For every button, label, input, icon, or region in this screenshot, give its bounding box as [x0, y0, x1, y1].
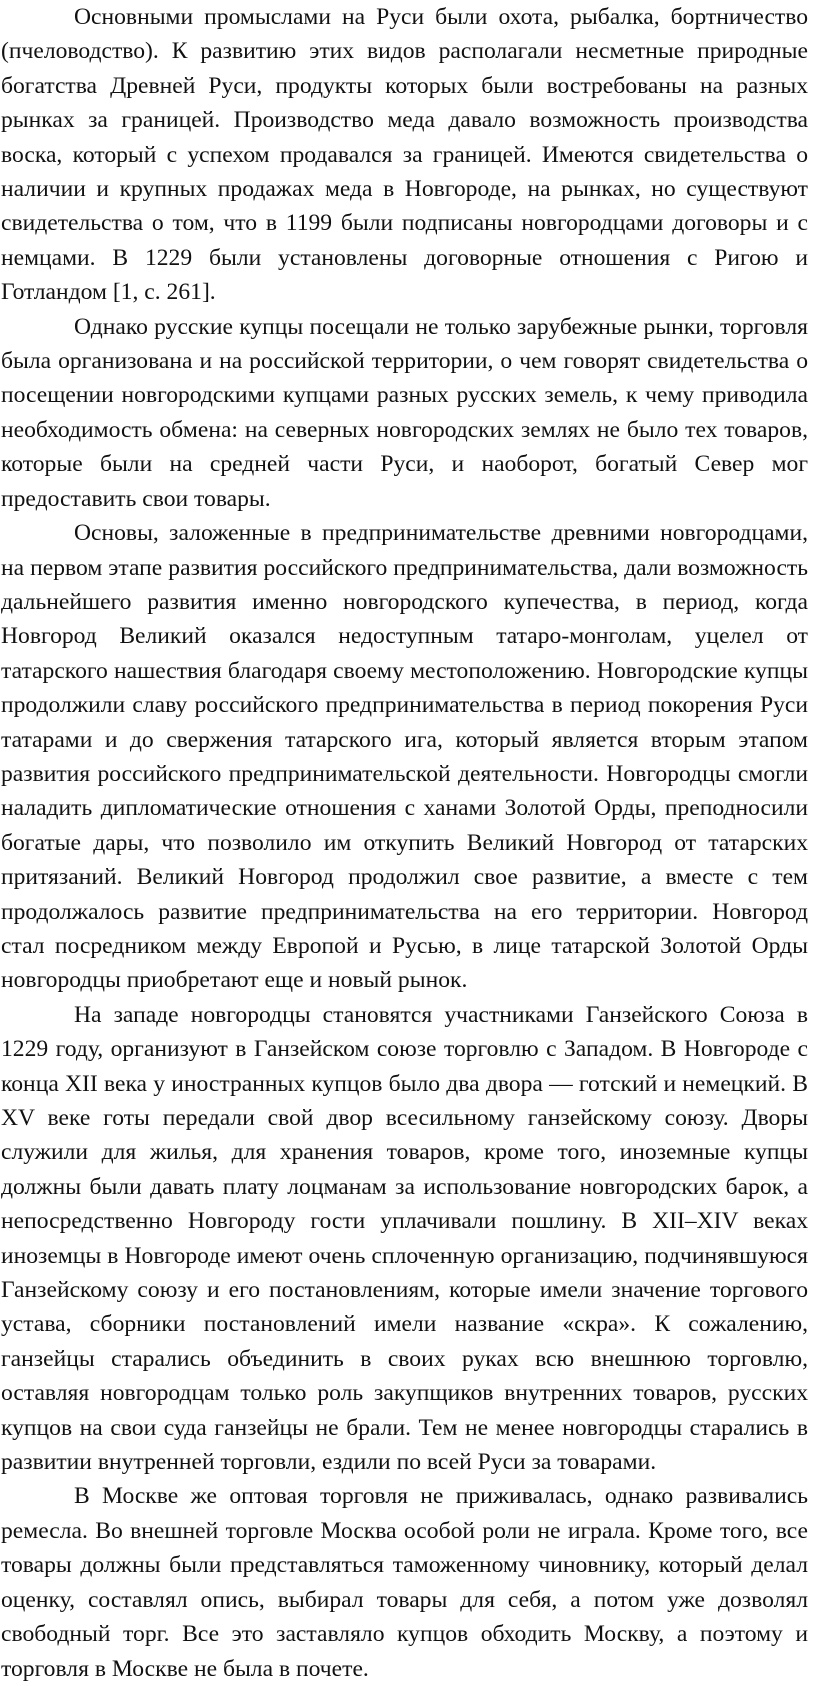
paragraph-crafts: Основными промыслами на Руси были охота, рыбалка, бортничество (пчеловодство). К развитию этих видов располагали несметные природные богатства Древней Руси, продукты которых были востребованы на разных рынках за границей. Производство меда давало возможность производства воска, который с успехом продавался за границей. Имеются свидетельства о наличии и крупных продажах меда в Новгороде, на рынках, но существуют свидетельства о том, что в 1199 были подписаны новгородцами договоры и с немцами. В 1229 были установлены договорные отношения с Ригою и Готландом [1, с. 261].: [1, 4, 808, 306]
paragraph-moscow-trade: В Москве же оптовая торговля не приживалась, однако развивались ремесла. Во внешней торговле Москва особой роли не играла. Кроме того, все товары должны были представляться таможенному чиновнику, который делал оценку, составлял опись, выбирал товары для себя, а потом уже дозволял свободный торг. Все это заставляло купцов обходить Москву, а поэтому и торговля в Москве не была в почете.: [1, 1483, 808, 1682]
paragraph-novgorod-merchants: Основы, заложенные в предпринимательстве древними новгородцами, на первом этапе развития российского предпринимательства, дали возможность дальнейшего развития именно новгородского купечества, в период, когда Новгород Великий оказался недоступным татаро-монголам, уцелел от татарского нашествия благодаря своему местоположению. Новгородские купцы продолжили славу российского предпринимательства в период покорения Руси татарами и до свержения татарского ига, который является вторым этапом развития российского предпринимательской деятельности. Новгородцы смогли наладить дипломатические отношения с ханами Золотой Орды, преподносили богатые дары, что позволило им откупить Великий Новгород от татарских притязаний. Великий Новгород продолжил свое развитие, а вместе с тем продолжалось развитие предпринимательства на его территории. Новгород стал посредником между Европой и Русью, в лице татарской Золотой Орды новгородцы приобретают еще и новый рынок.: [1, 520, 808, 994]
paragraph-hanseatic-league: На западе новгородцы становятся участниками Ганзейского Союза в 1229 году, организуют в Ганзейском союзе торговлю с Западом. В Новгороде с конца XII века у иностранных купцов было два двора — готский и немецкий. В XV веке готы передали свой двор всесильному ганзейскому союзу. Дворы служили для жилья, для хранения товаров, кроме того, иноземные купцы должны были давать плату лоцманам за использование новгородских барок, а непосредственно Новгороду гости уплачивали пошлину. В XII–XIV веках иноземцы в Новгороде имеют очень сплоченную организацию, подчинявшуюся Ганзейскому союзу и его постановлениям, которые имели значение торгового устава, сборники постановлений имели название «скра». К сожалению, ганзейцы старались объединить в своих руках всю внешнюю торговлю, оставляя новгородцам только роль закупщиков внутренних товаров, русских купцов на свои суда ганзейцы не брали. Тем не менее новгородцы старались в развитии внутренней торговли, ездили по всей Руси за товарами.: [1, 1001, 808, 1476]
paragraph-domestic-trade: Однако русские купцы посещали не только зарубежные рынки, торговля была организована и на российской территории, о чем говорят свидетельства о посещении новгородскими купцами разных русских земель, к чему приводила необходимость обмена: на северных новгородских землях не было тех товаров, которые были на средней части Руси, и наоборот, богатый Север мог предоставить свои товары.: [1, 313, 808, 512]
